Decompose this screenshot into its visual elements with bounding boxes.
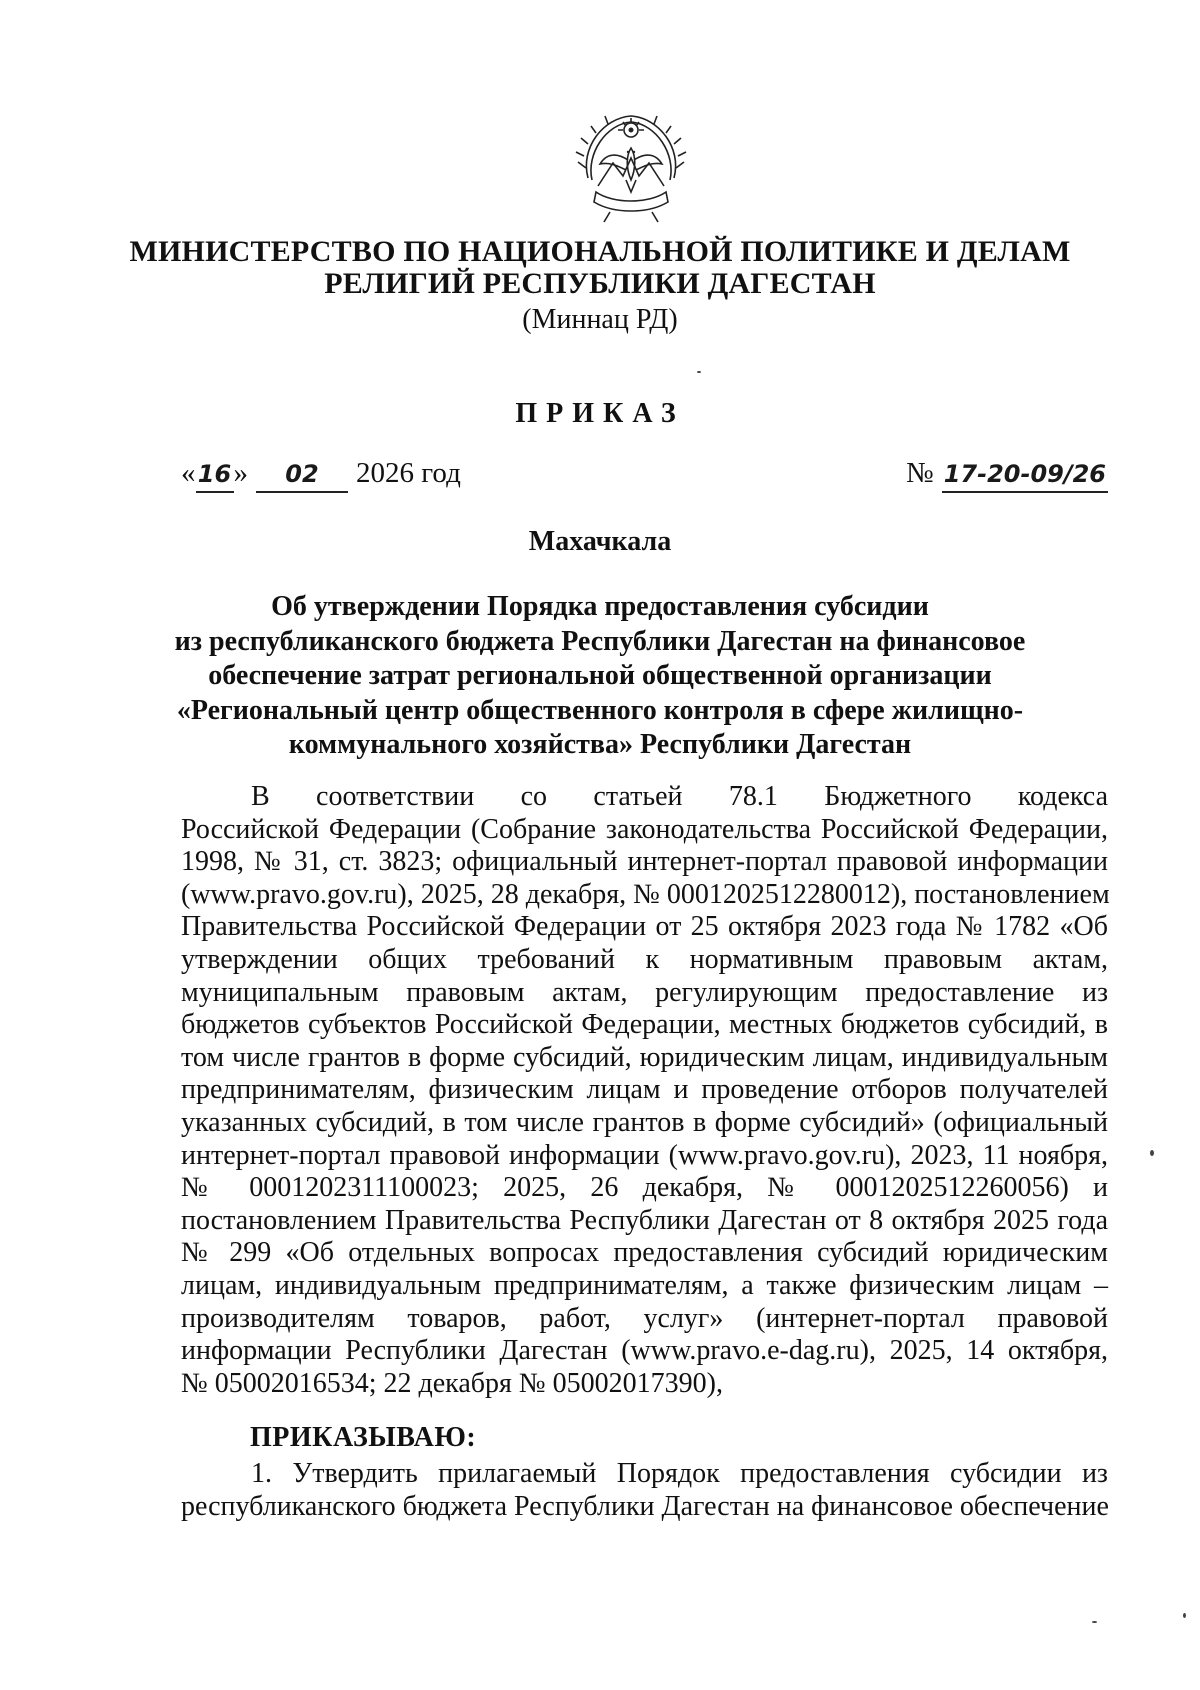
order-title: ПРИКАЗ — [515, 398, 685, 429]
ministry-name-line-1: МИНИСТЕРСТВО ПО НАЦИОНАЛЬНОЙ ПОЛИТИКЕ И ДЕЛАМ — [129, 235, 1071, 268]
preamble-line: лицам, индивидуальным предпринимателям, а также физическим лицам – — [181, 1269, 1108, 1301]
preamble-line: 1998, № 31, ст. 3823; официальный интернет-портал правовой информации — [181, 846, 1108, 878]
preamble-line: Правительства Российской Федерации от 25 октября 2023 года № 1782 «Об — [181, 911, 1108, 943]
ministry-name-line-2: РЕЛИГИЙ РЕСПУБЛИКИ ДАГЕСТАН — [324, 267, 876, 300]
scan-speck — [1150, 1150, 1154, 1156]
order-number — [906, 456, 1108, 493]
subject-line: коммунального хозяйства» Республики Дагестан — [288, 729, 912, 760]
decree-word: ПРИКАЗЫВАЮ: — [250, 1422, 477, 1453]
preamble-line: указанных субсидий, в том числе грантов в форме субсидий» (официальный — [181, 1106, 1108, 1138]
date-day: 16 — [196, 457, 234, 493]
subject-line: из республиканского бюджета Республики Дагестан на финансовое — [174, 625, 1026, 657]
preamble-line: Российской Федерации (Собрание законодательства Российской Федерации, — [181, 813, 1108, 845]
preamble-line: интернет-портал правовой информации (www.pravo.gov.ru), 2023, 11 ноября, — [181, 1139, 1108, 1171]
preamble-line: № 05002016534; 22 декабря № 05002017390), — [181, 1367, 723, 1399]
number-value: 17-20-09/26 — [942, 457, 1108, 493]
preamble-line: (www.pravo.gov.ru), 2025, 28 декабря, № 0001202512280012), постановлением — [181, 878, 1110, 910]
scan-speck — [697, 371, 701, 373]
order-date — [181, 456, 461, 493]
preamble-line: постановлением Правительства Республики Дагестан от 8 октября 2025 года — [181, 1204, 1108, 1236]
date-year: 2026 год — [356, 457, 461, 489]
date-close-quote: » — [233, 457, 248, 489]
preamble-line: № 299 «Об отдельных вопросах предоставления субсидий юридическим — [181, 1237, 1108, 1269]
preamble-paragraph — [181, 781, 1108, 1400]
date-month: 02 — [256, 457, 348, 493]
preamble-line: том числе грантов в форме субсидий, юридическим лицам, индивидуальным — [181, 1041, 1108, 1073]
number-prefix: № — [906, 457, 934, 489]
preamble-line: информации Республики Дагестан (www.pravo.e-dag.ru), 2025, 14 октября, — [181, 1335, 1108, 1367]
order-subject — [160, 590, 1040, 763]
preamble-line: предпринимателям, физическим лицам и проведение отборов получателей — [181, 1074, 1108, 1106]
coat-of-arms-emblem — [568, 108, 694, 226]
scan-speck — [1183, 1613, 1186, 1618]
preamble-line: утверждении общих требований к нормативным правовым актам, — [181, 943, 1108, 975]
subject-line: «Региональный центр общественного контроля в сфере жилищно- — [176, 694, 1024, 726]
item-line: 1. Утвердить прилагаемый Порядок предоставления субсидии из — [251, 1458, 1108, 1489]
preamble-line: № 0001202311100023; 2025, 26 декабря, № 0001202512260056) и — [181, 1172, 1108, 1204]
subject-line: Об утверждении Порядка предоставления субсидии — [271, 591, 929, 622]
city-name: Махачкала — [528, 526, 672, 557]
order-item-1 — [181, 1458, 1108, 1523]
subject-line: обеспечение затрат региональной общественной организации — [208, 660, 992, 691]
scan-speck — [1092, 1621, 1097, 1623]
preamble-line: муниципальным правовым актам, регулирующим предоставление из — [181, 976, 1108, 1008]
preamble-line: бюджетов субъектов Российской Федерации, местных бюджетов субсидий, в — [181, 1009, 1108, 1041]
preamble-line: производителям товаров, работ, услуг» (интернет-портал правовой — [181, 1302, 1108, 1334]
preamble-line: В соответствии со статьей 78.1 Бюджетного кодекса — [251, 781, 1108, 812]
date-open-quote: « — [181, 457, 196, 489]
ministry-short-name: (Миннац РД) — [522, 304, 678, 335]
item-line: республиканского бюджета Республики Дагестан на финансовое обеспечение — [181, 1490, 1109, 1522]
